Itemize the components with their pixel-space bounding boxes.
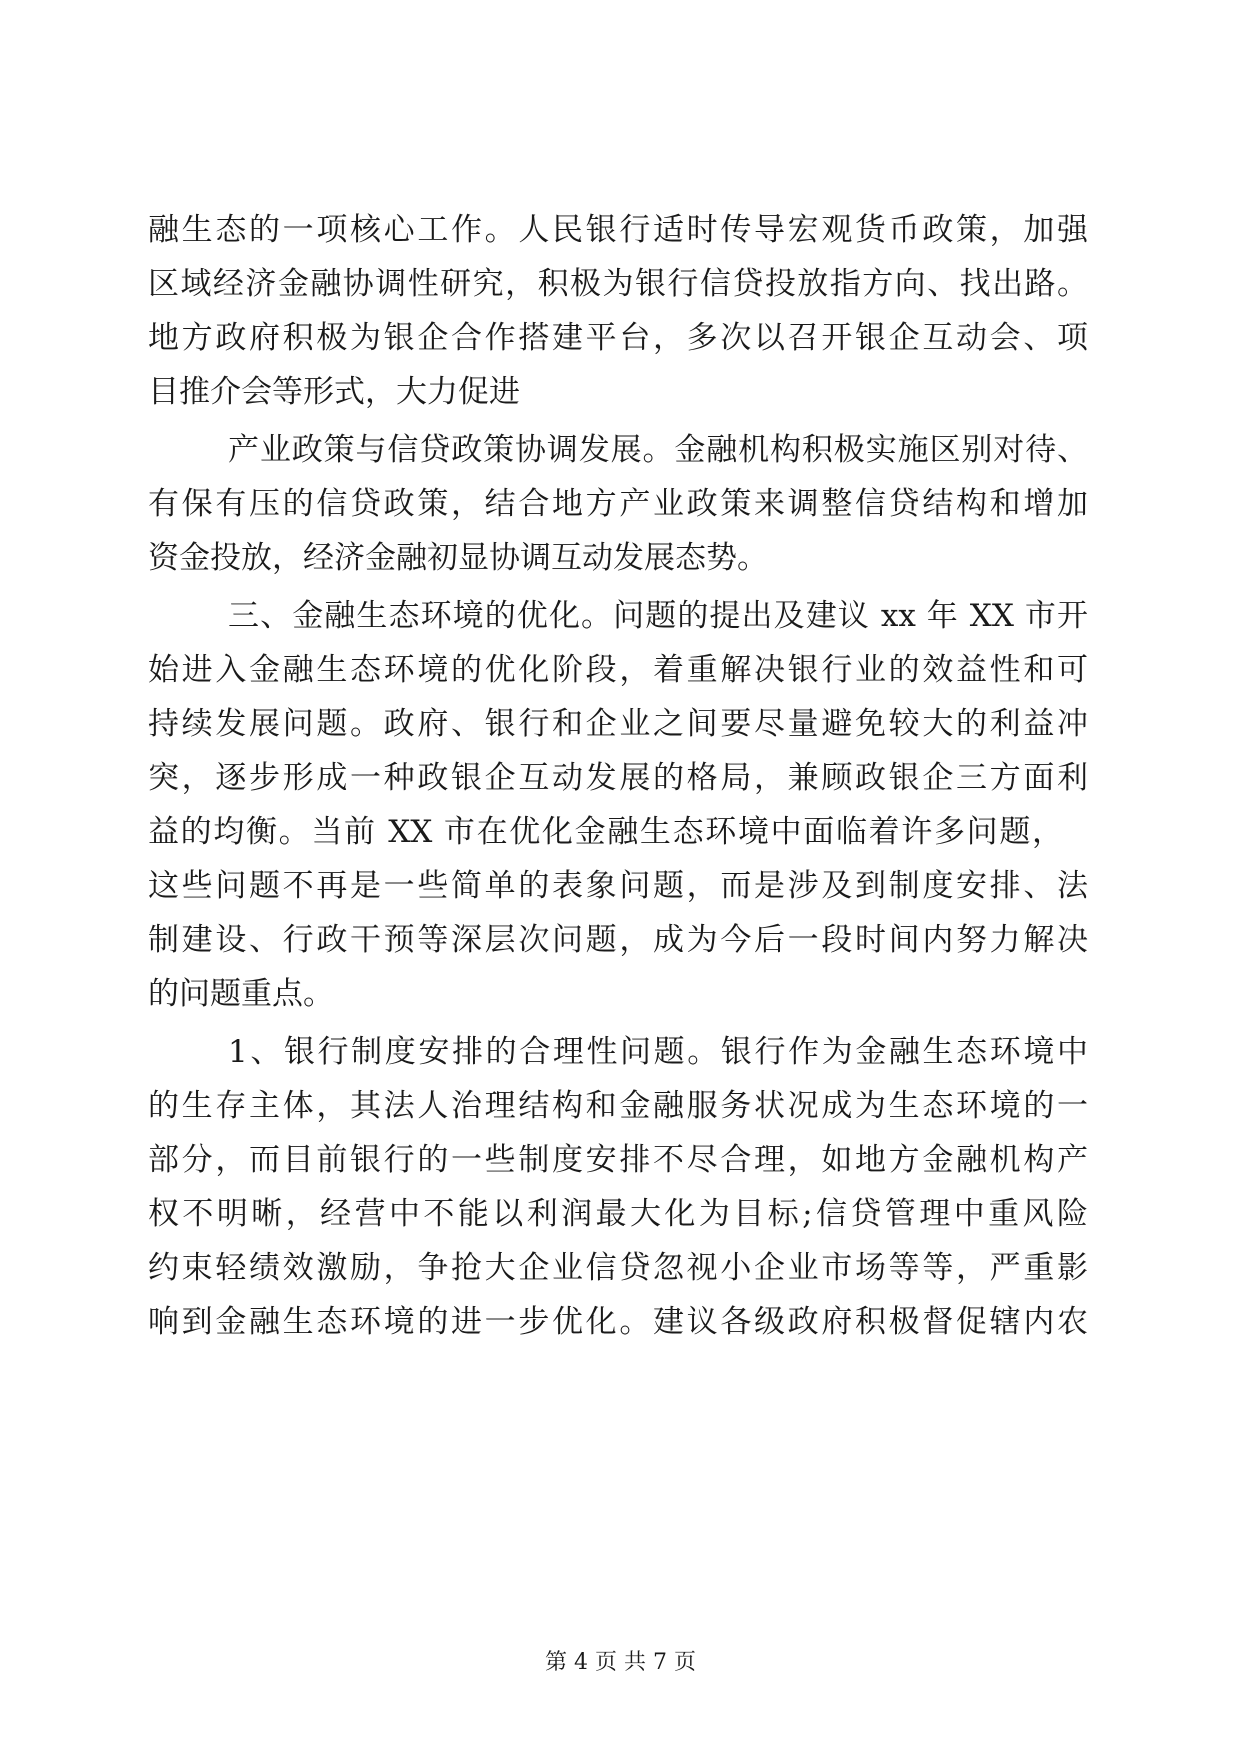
text-line bbox=[0, 916, 1241, 964]
text-line bbox=[0, 1190, 1241, 1238]
text-line bbox=[0, 970, 1241, 1018]
text-line bbox=[0, 700, 1241, 748]
text-line-content: 产业政策与信贷政策协调发展。金融机构积极实施区别对待、 bbox=[228, 432, 1088, 468]
text-line bbox=[0, 534, 1241, 582]
text-line-content: 突，逐步形成一种政银企互动发展的格局，兼顾政银企三方面利 bbox=[148, 760, 1088, 796]
text-line-content: 约束轻绩效激励，争抢大企业信贷忽视小企业市场等等，严重影 bbox=[148, 1250, 1088, 1286]
text-line bbox=[0, 862, 1241, 910]
text-line-content: 制建设、行政干预等深层次问题，成为今后一段时间内努力解决 bbox=[148, 922, 1088, 958]
text-line bbox=[0, 480, 1241, 528]
text-line bbox=[0, 206, 1241, 254]
text-line bbox=[0, 426, 1241, 474]
text-line-content: 目推介会等形式，大力促进 bbox=[148, 374, 520, 410]
text-line-content: 权不明晰，经营中不能以利润最大化为目标;信贷管理中重风险 bbox=[148, 1196, 1088, 1232]
text-line-content: 地方政府积极为银企合作搭建平台，多次以召开银企互动会、项 bbox=[148, 320, 1088, 356]
text-line bbox=[0, 314, 1241, 362]
page-number-footer: 第 4 页 共 7 页 bbox=[545, 1650, 696, 1675]
text-line-content: 部分，而目前银行的一些制度安排不尽合理，如地方金融机构产 bbox=[148, 1142, 1088, 1178]
text-line bbox=[0, 1082, 1241, 1130]
text-line bbox=[0, 1028, 1241, 1076]
text-line-content: 1、银行制度安排的合理性问题。银行作为金融生态环境中 bbox=[228, 1034, 1088, 1070]
text-line bbox=[0, 1244, 1241, 1292]
text-line bbox=[0, 592, 1241, 640]
text-line bbox=[0, 1136, 1241, 1184]
text-line-content: 融生态的一项核心工作。人民银行适时传导宏观货币政策，加强 bbox=[148, 212, 1088, 248]
text-line-content: 的问题重点。 bbox=[148, 976, 334, 1012]
text-line-content: 这些问题不再是一些简单的表象问题，而是涉及到制度安排、法 bbox=[148, 868, 1088, 904]
text-line bbox=[0, 368, 1241, 416]
text-line bbox=[0, 808, 1241, 856]
text-line-content: 三、金融生态环境的优化。问题的提出及建议 xx 年 XX 市开 bbox=[228, 598, 1088, 634]
text-line-content: 持续发展问题。政府、银行和企业之间要尽量避免较大的利益冲 bbox=[148, 706, 1088, 742]
text-line-content: 益的均衡。当前 XX 市在优化金融生态环境中面临着许多问题， bbox=[148, 814, 1063, 850]
text-line bbox=[0, 754, 1241, 802]
text-line-content: 有保有压的信贷政策，结合地方产业政策来调整信贷结构和增加 bbox=[148, 486, 1088, 522]
text-line bbox=[0, 260, 1241, 308]
text-line-content: 的生存主体，其法人治理结构和金融服务状况成为生态环境的一 bbox=[148, 1088, 1088, 1124]
text-line-content: 响到金融生态环境的进一步优化。建议各级政府积极督促辖内农 bbox=[148, 1304, 1088, 1340]
text-line-content: 区域经济金融协调性研究，积极为银行信贷投放指方向、找出路。 bbox=[148, 266, 1088, 302]
text-line bbox=[0, 646, 1241, 694]
text-line-content: 资金投放，经济金融初显协调互动发展态势。 bbox=[148, 540, 768, 576]
text-line bbox=[0, 1298, 1241, 1346]
text-line-content: 始进入金融生态环境的优化阶段，着重解决银行业的效益性和可 bbox=[148, 652, 1088, 688]
